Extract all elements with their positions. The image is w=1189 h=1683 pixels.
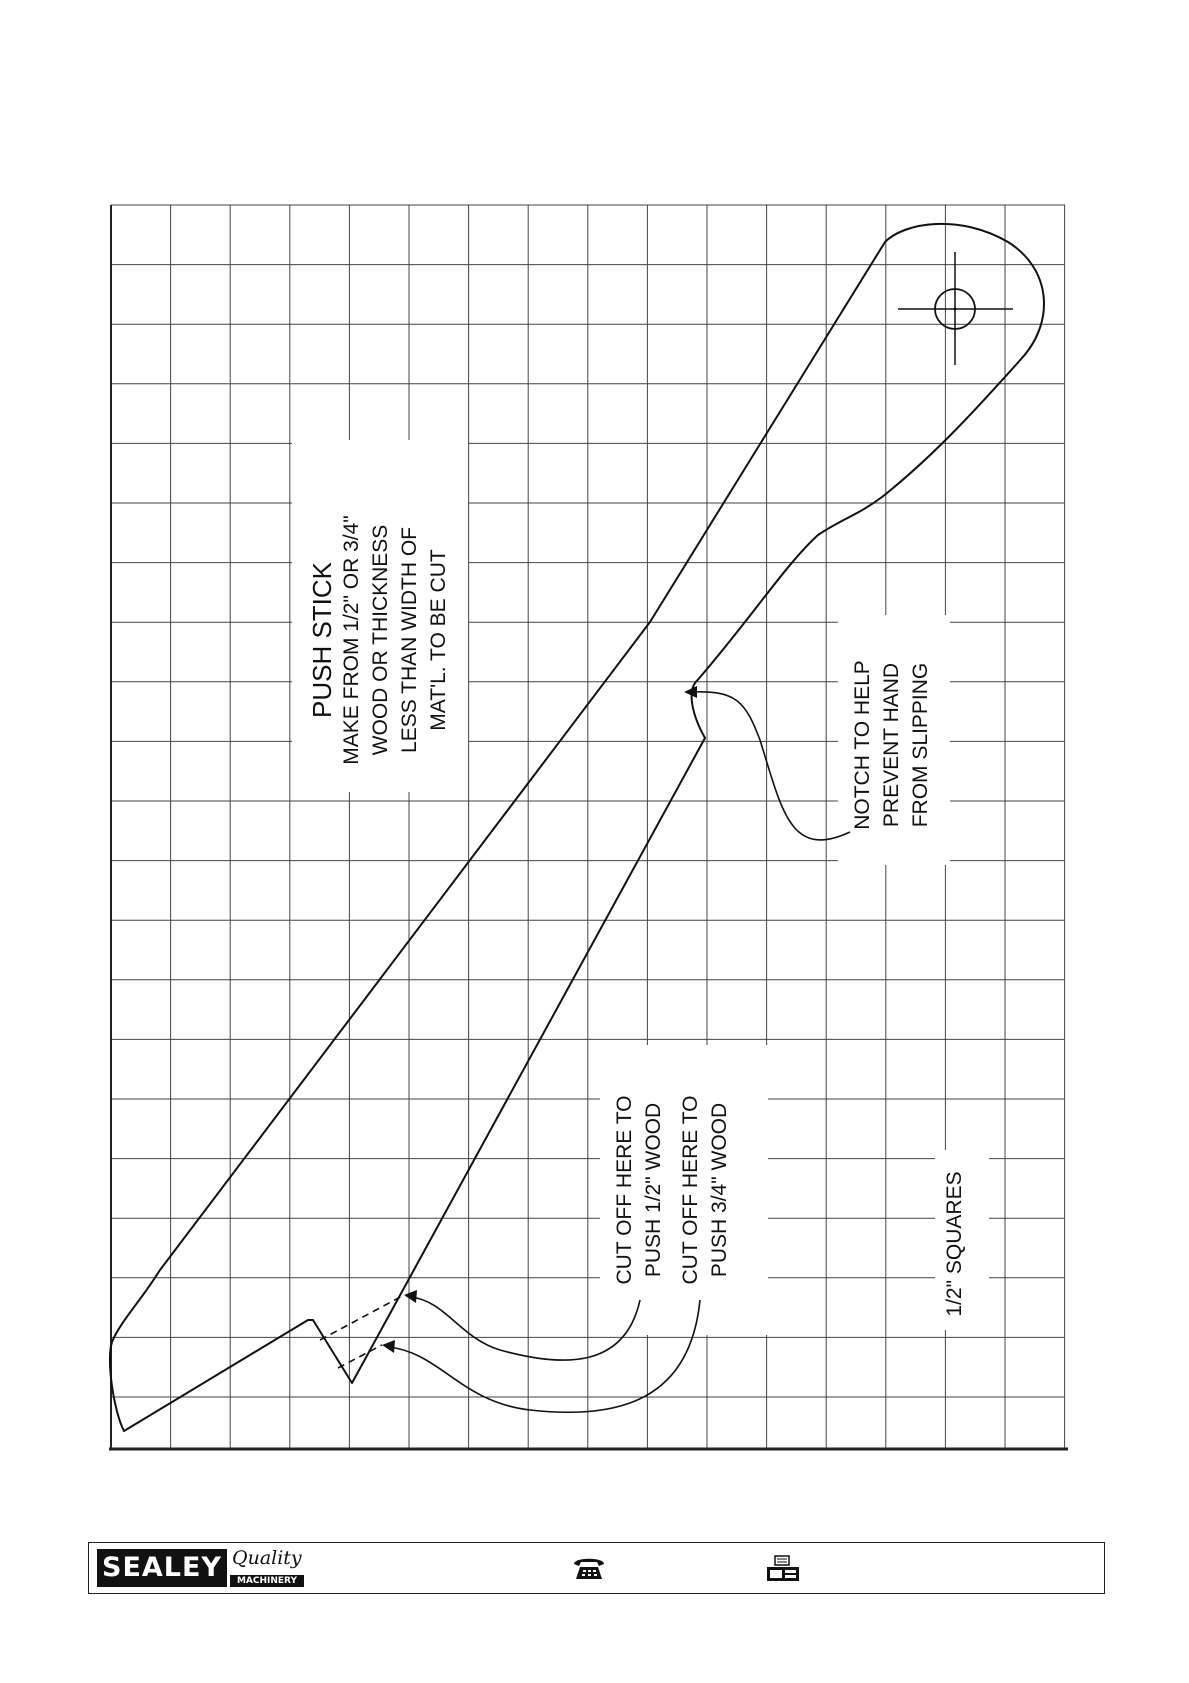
telephone-icon	[571, 1555, 607, 1581]
cut-half-note-line: CUT OFF HERE TO	[613, 1095, 636, 1285]
footer-bar	[88, 1542, 1105, 1594]
brand-logo	[97, 1549, 304, 1587]
brand-tag-sub: MACHINERY	[230, 1575, 304, 1587]
push-stick-title: PUSH STICK	[307, 561, 337, 719]
instruction-line: MAKE FROM 1/2" OR 3/4"	[340, 515, 363, 765]
notch-note-line: PREVENT HAND	[880, 662, 903, 828]
brand-tag-script: Quality	[232, 1547, 302, 1569]
cut-half-arrowhead	[404, 1290, 417, 1303]
notch-note-line: NOTCH TO HELP	[851, 660, 874, 830]
cut-half-note-line: PUSH 1/2" WOOD	[642, 1102, 665, 1278]
cut-line-three-quarter	[338, 1345, 382, 1368]
notch-note-line: FROM SLIPPING	[909, 662, 932, 828]
notch-note	[851, 660, 932, 830]
cut-three-quarter-note-line: PUSH 3/4" WOOD	[708, 1102, 731, 1278]
cut-line-half	[320, 1295, 404, 1340]
notch-arrowhead	[684, 686, 697, 698]
brand-name: SEALEY	[97, 1549, 227, 1587]
instruction-line: MAT'L. TO BE CUT	[427, 549, 450, 731]
instruction-line: WOOD OR THICKNESS	[369, 524, 392, 756]
fax-icon	[765, 1555, 801, 1583]
cut-three-quarter-note-line: CUT OFF HERE TO	[679, 1095, 702, 1285]
cut-three-quarter-arrowhead	[382, 1340, 395, 1353]
grid-scale-note: 1/2" SQUARES	[943, 1171, 966, 1317]
brand-tag	[230, 1549, 304, 1587]
hole-center	[954, 308, 957, 311]
instruction-line: LESS THAN WIDTH OF	[398, 527, 421, 753]
